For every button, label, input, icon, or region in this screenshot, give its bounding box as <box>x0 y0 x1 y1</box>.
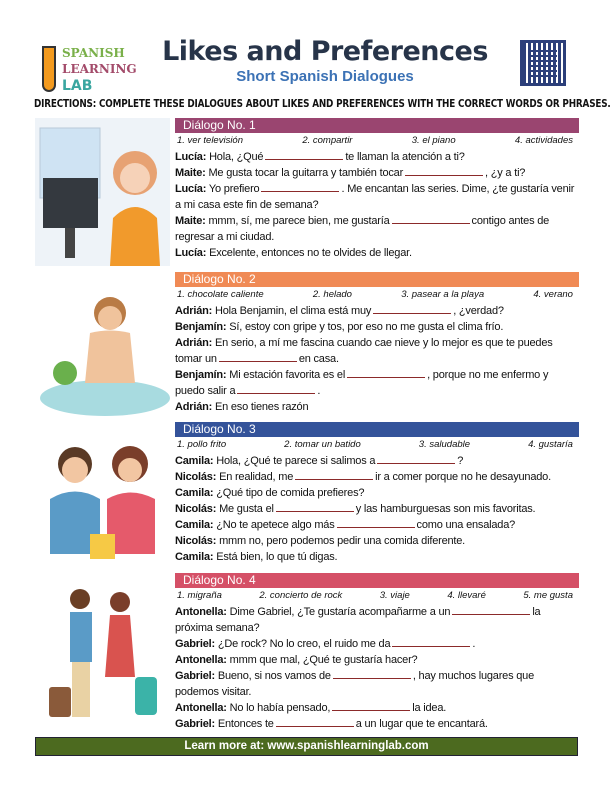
dialogue-header: Diálogo No. 3 <box>175 422 579 437</box>
word-bank-item: 2. concierto de rock <box>259 590 343 601</box>
speaker: Gabriel: <box>175 718 215 730</box>
answer-blank[interactable] <box>295 471 373 480</box>
dialogue-line <box>175 213 579 245</box>
dialogue-header: Diálogo No. 2 <box>175 272 579 287</box>
directions: DIRECTIONS: COMPLETE THESE DIALOGUES ABOUT LIKES AND PREFERENCES WITH THE CORRECT WORDS OR PHRASES. <box>34 98 611 110</box>
word-bank-item: 4. gustaría <box>528 439 573 450</box>
word-bank-item: 4. llevaré <box>447 590 486 601</box>
speaker: Nicolás: <box>175 535 217 547</box>
word-bank-item: 1. pollo frito <box>177 439 227 450</box>
answer-blank[interactable] <box>333 670 411 679</box>
speaker: Gabriel: <box>175 670 215 682</box>
answer-blank[interactable] <box>347 369 425 378</box>
line-text: En serio, a mí me fascina cuando cae nieve y lo mejor es que te puedes tomar un <box>175 337 553 365</box>
footer-website-banner: Learn more at: www.spanishlearninglab.com <box>35 737 578 756</box>
line-text: , hay muchos lugares que podemos visitar. <box>175 670 535 698</box>
line-text: , porque no me enfermo y puedo salir a <box>175 369 549 397</box>
dialogue-line <box>175 485 579 501</box>
word-bank-item: 3. saludable <box>418 439 471 450</box>
answer-blank[interactable] <box>237 385 315 394</box>
dialogue-line <box>175 716 579 732</box>
dialogue-line <box>175 469 579 485</box>
line-text: En realidad, me <box>219 471 294 483</box>
couple-traveling-illustration <box>35 577 170 729</box>
speaker: Lucía: <box>175 151 207 163</box>
answer-blank[interactable] <box>332 702 410 711</box>
line-text: mmm, sí, me parece bien, me gustaría <box>208 215 390 227</box>
line-text: Hola, ¿Qué <box>209 151 264 163</box>
word-bank-item: 2. tomar un batido <box>284 439 361 450</box>
dialogue-line <box>175 149 579 165</box>
line-text: como una ensalada? <box>416 519 516 531</box>
line-text: Hola Benjamin, el clima está muy <box>214 305 372 317</box>
dialogue-line <box>175 165 579 181</box>
dialogue-line <box>175 319 579 335</box>
man-at-beach-illustration <box>35 273 170 418</box>
line-text: . Me encantan las series. Dime, ¿te gustaría venir a mi casa este fin de semana? <box>175 183 575 211</box>
answer-blank[interactable] <box>276 718 354 727</box>
line-text: Bueno, si nos vamos de <box>217 670 331 682</box>
speaker: Lucía: <box>175 183 207 195</box>
word-bank <box>175 588 579 604</box>
speaker: Camila: <box>175 455 214 467</box>
line-text: ¿De rock? No lo creo, el ruido me da <box>217 638 391 650</box>
line-text: . <box>317 385 321 397</box>
word-bank <box>175 287 579 303</box>
word-bank-item: 1. ver televisión <box>177 135 244 146</box>
speaker: Adrián: <box>175 401 213 413</box>
answer-blank[interactable] <box>276 503 354 512</box>
dialogue-line <box>175 636 579 652</box>
girl-watching-tv-illustration <box>35 118 170 266</box>
dialogue-1 <box>175 118 579 261</box>
word-bank-item: 1. chocolate caliente <box>177 289 264 300</box>
line-text: Me gusta tocar la guitarra y también tocar <box>208 167 404 179</box>
line-text: ¿Qué tipo de comida prefieres? <box>216 487 365 499</box>
speaker: Antonella: <box>175 606 227 618</box>
line-text: Está bien, lo que tú digas. <box>216 551 338 563</box>
line-text: Entonces te <box>217 718 274 730</box>
answer-blank[interactable] <box>405 167 483 176</box>
line-text: ? <box>457 455 464 467</box>
speaker: Adrián: <box>175 305 213 317</box>
speaker: Adrián: <box>175 337 213 349</box>
dialogue-line <box>175 668 579 700</box>
line-text: , ¿y a ti? <box>485 167 526 179</box>
answer-blank[interactable] <box>261 183 339 192</box>
speaker: Maite: <box>175 167 206 179</box>
line-text: ir a comer porque no he desayunado. <box>375 471 551 483</box>
speaker: Camila: <box>175 519 214 531</box>
answer-blank[interactable] <box>392 638 470 647</box>
speaker: Maite: <box>175 215 206 227</box>
line-text: la idea. <box>412 702 447 714</box>
dialogue-3 <box>175 422 579 565</box>
word-bank-item: 3. el piano <box>411 135 456 146</box>
speaker: Antonella: <box>175 702 227 714</box>
line-text: mmm no, pero podemos pedir una comida diferente. <box>219 535 466 547</box>
line-text: Hola, ¿Qué te parece si salimos a <box>216 455 376 467</box>
dialogue-line <box>175 604 579 636</box>
dialogue-header: Diálogo No. 4 <box>175 573 579 588</box>
word-bank-item: 1. migraña <box>177 590 222 601</box>
dialogue-header: Diálogo No. 1 <box>175 118 579 133</box>
speaker: Camila: <box>175 551 214 563</box>
dialogue-line <box>175 181 579 213</box>
dialogue-line <box>175 335 579 367</box>
word-bank-item: 4. verano <box>533 289 573 300</box>
dialogue-line <box>175 501 579 517</box>
dialogue-line <box>175 652 579 668</box>
speaker: Camila: <box>175 487 214 499</box>
line-text: En eso tienes razón <box>214 401 309 413</box>
word-bank-item: 4. actividades <box>514 135 573 146</box>
answer-blank[interactable] <box>219 353 297 362</box>
answer-blank[interactable] <box>337 519 415 528</box>
line-text: Yo prefiero <box>208 183 260 195</box>
answer-blank[interactable] <box>377 455 455 464</box>
line-text: la próxima semana? <box>175 606 541 634</box>
speaker: Nicolás: <box>175 503 217 515</box>
line-text: Dime Gabriel, ¿Te gustaría acompañarme a un <box>229 606 451 618</box>
dialogue-line <box>175 245 579 261</box>
line-text: mmm que mal, ¿Qué te gustaría hacer? <box>229 654 418 666</box>
line-text: Me gusta el <box>219 503 274 515</box>
couple-eating-illustration <box>35 424 170 570</box>
line-text: . <box>472 638 476 650</box>
word-bank-item: 3. pasear a la playa <box>401 289 485 300</box>
dialogue-line <box>175 303 579 319</box>
speaker: Lucía: <box>175 247 207 259</box>
word-bank-item: 2. compartir <box>302 135 353 146</box>
line-text: No lo había pensado, <box>229 702 331 714</box>
line-text: a un lugar que te encantará. <box>355 718 488 730</box>
line-text: en casa. <box>298 353 339 365</box>
line-text: ¿No te apetece algo más <box>216 519 335 531</box>
line-text: y las hamburguesas son mis favoritas. <box>355 503 536 515</box>
word-bank <box>175 133 579 149</box>
dialogue-line <box>175 533 579 549</box>
dialogue-line <box>175 399 579 415</box>
speaker: Benjamín: <box>175 321 227 333</box>
answer-blank[interactable] <box>373 305 451 314</box>
dialogue-line <box>175 549 579 565</box>
word-bank-item: 5. me gusta <box>523 590 573 601</box>
page-title: Likes and Preferences <box>162 36 488 67</box>
line-text: , ¿verdad? <box>453 305 504 317</box>
speaker: Benjamín: <box>175 369 227 381</box>
dialogue-line <box>175 700 579 716</box>
speaker: Nicolás: <box>175 471 217 483</box>
dialogue-4 <box>175 573 579 732</box>
line-text: contigo antes de regresar a mi ciudad. <box>175 215 550 243</box>
dialogue-line <box>175 367 579 399</box>
answer-blank[interactable] <box>452 606 530 615</box>
speaker: Gabriel: <box>175 638 215 650</box>
line-text: Excelente, entonces no te olvides de llegar. <box>209 247 412 259</box>
dialogue-line <box>175 517 579 533</box>
dialogue-line <box>175 453 579 469</box>
answer-blank[interactable] <box>392 215 470 224</box>
qr-code-icon <box>520 40 566 86</box>
line-text: Sí, estoy con gripe y tos, por eso no me gusta el clima frío. <box>229 321 504 333</box>
pencil-icon <box>42 46 56 92</box>
answer-blank[interactable] <box>265 151 343 160</box>
word-bank <box>175 437 579 453</box>
word-bank-item: 3. viaje <box>379 590 410 601</box>
line-text: te llaman la atención a ti? <box>345 151 465 163</box>
spanish-learning-lab-logo: SPANISH LEARNING LAB <box>38 40 128 96</box>
page-subtitle: Short Spanish Dialogues <box>236 68 414 85</box>
dialogue-2 <box>175 272 579 415</box>
line-text: Mi estación favorita es el <box>229 369 346 381</box>
speaker: Antonella: <box>175 654 227 666</box>
word-bank-item: 2. helado <box>312 289 352 300</box>
